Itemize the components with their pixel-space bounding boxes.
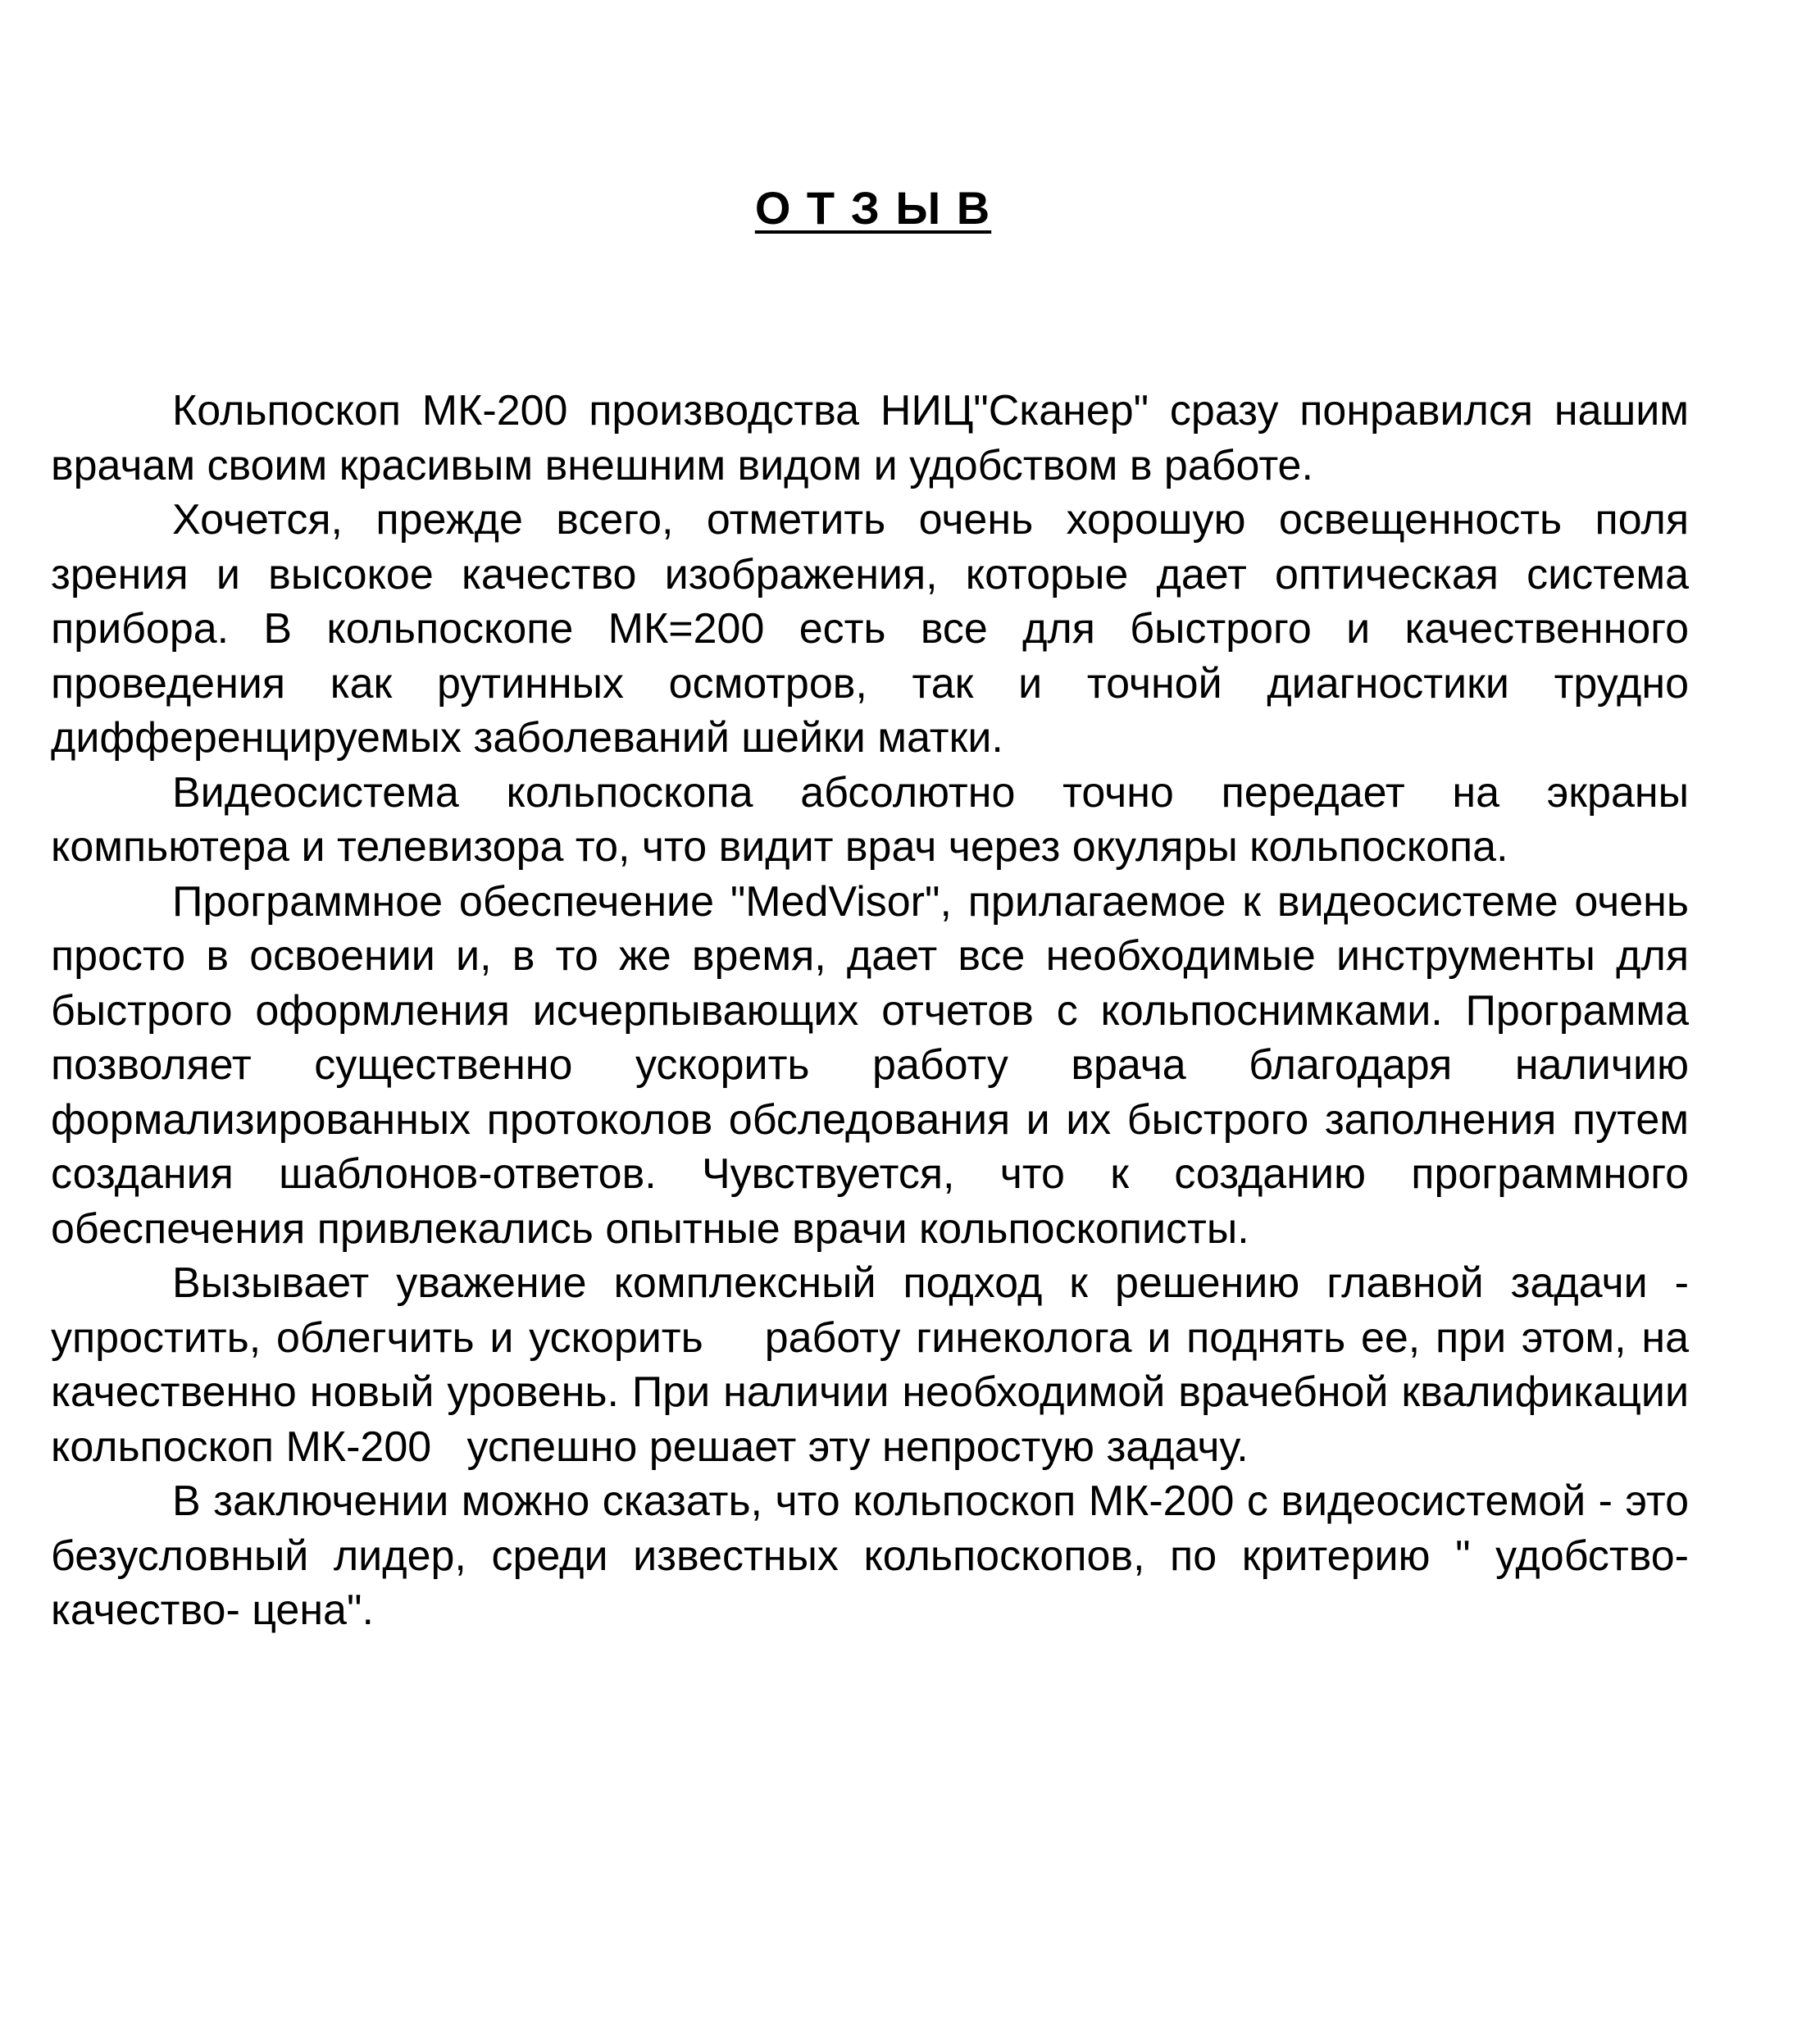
- paragraph-optics: Хочется, прежде всего, отметить очень хорошую освещенность поля зрения и высокое качество изображения, которые дает оптическая система прибора. В кольпоскопе МК=200 есть все для быстрого и качественного проведения как рутинных осмотров, так и точной диагностики трудно дифференцируемых заболеваний шейки матки.: [51, 496, 1701, 762]
- paragraph-videosystem: Видеосистема кольпоскопа абсолютно точно передает на экраны компьютера и телевизора то, что видит врач через окуляры кольпоскопа.: [51, 768, 1701, 871]
- paragraph-conclusion: В заключении можно сказать, что кольпоскоп МК-200 с видеосистемой - это безусловный лидер, среди известных кольпоскопов, по критерию " удобство-качество- цена".: [51, 1477, 1701, 1634]
- document-body: [51, 384, 1713, 1638]
- paragraph-approach: Вызывает уважение комплексный подход к решению главной задачи - упростить, облегчить и ускорить работу гинеколога и поднять ее, при этом, на качественно новый уровень. При наличии необходимой врачебной квалификации кольпоскоп МК-200 успешно решает эту непростую задачу.: [51, 1259, 1713, 1471]
- document-title: О Т З Ы В: [754, 182, 992, 234]
- paragraph-software: Программное обеспечение "MedVisor", прилагаемое к видеосистеме очень просто в освоении и, в то же время, дает все необходимые инструменты для быстрого оформления исчерпывающих отчетов с кольпоснимками. Программа позволяет существенно ускорить работу врача благодаря наличию формализированных протоколов обследования и их быстрого заполнения путем создания шаблонов-ответов. Чувствуется, что к созданию программного обеспечения привлекались опытные врачи кольпоскописты.: [51, 877, 1701, 1253]
- paragraph-intro: Кольпоскоп МК-200 производства НИЦ"Сканер" сразу понравился нашим врачам своим красивым внешним видом и удобством в работе.: [51, 387, 1701, 489]
